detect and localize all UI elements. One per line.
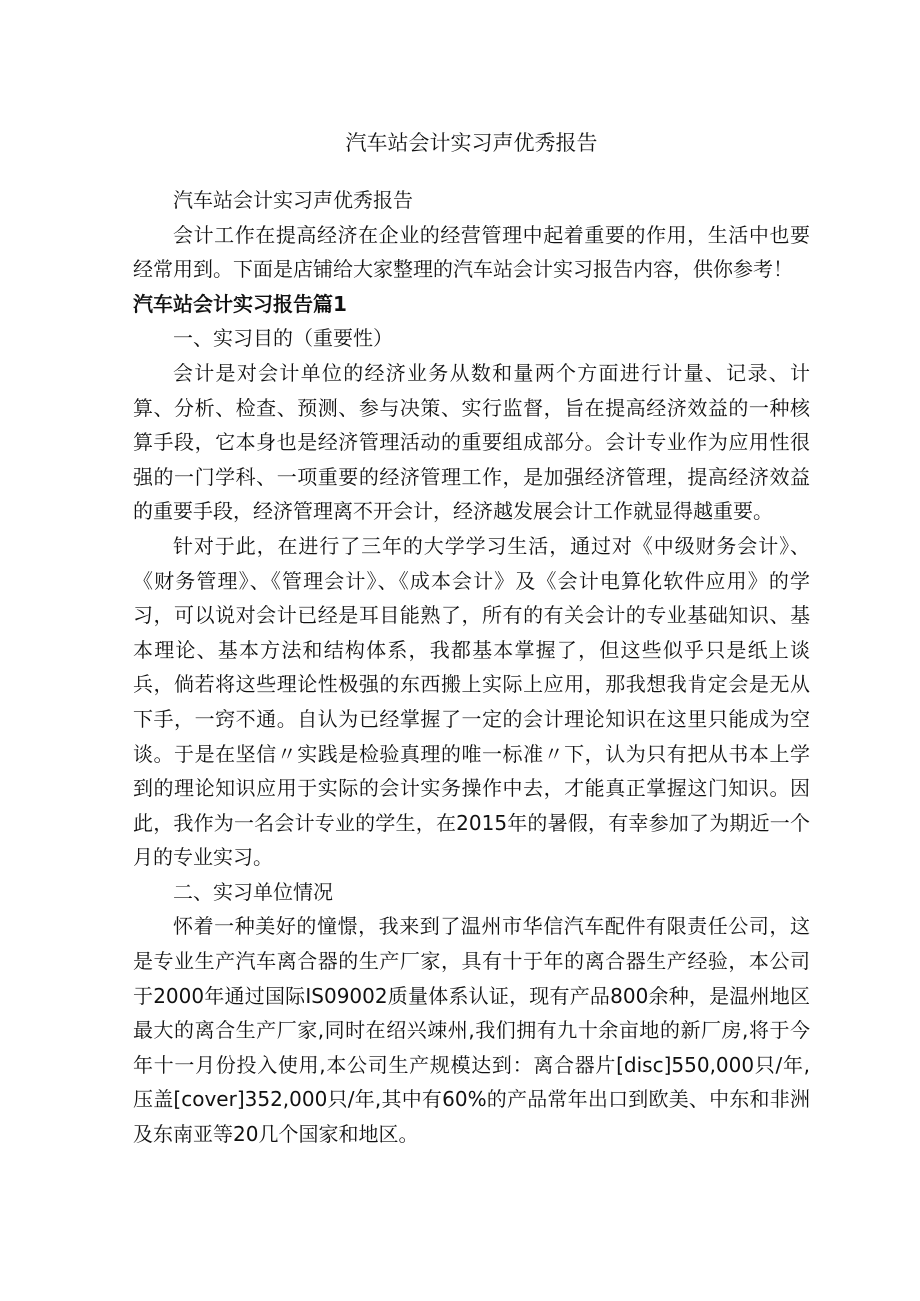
paragraph-subtitle: 汽车站会计实习声优秀报告 bbox=[173, 188, 413, 212]
section-heading: 汽车站会计实习报告篇1 bbox=[133, 291, 347, 316]
paragraph-study: 针对于此，在进行了三年的大学学习生活，通过对《中级财务会计》、《财务管理》、《管理会计》、《成本会计》及《会计电算化软件应用》的学习，可以说对会计已经是耳目能熟了，所有的有关会计的专业基础知识、基本理论、基本方法和结构体系，我都基本掌握了，但这些似乎只是纸上谈兵，倘若将这些理论性极强的东西搬上实际上应用，那我想我肯定会是无从下手，一窍不通。自认为已经掌握了一定的会计理论知识在这里只能成为空谈。于是在坚信〃实践是检验真理的唯一标准〃下，认为只有把从书本上学到的理论知识应用于实际的会计实务操作中去，才能真正掌握这门知识。因此，我作为一名会计专业的学生，在2015年的暑假，有幸参加了为期近一个月的专业实习。 bbox=[133, 533, 810, 870]
paragraph-purpose: 会计是对会计单位的经济业务从数和量两个方面进行计量、记录、计算、分析、检查、预测、参与决策、实行监督，旨在提高经济效益的一种核算手段，它本身也是经济管理活动的重要组成部分。会计专业作为应用性很强的一门学科、一项重要的经济管理工作，是加强经济管理，提高经济效益的重要手段，经济管理离不开会计，经济越发展会计工作就显得越重要。 bbox=[133, 360, 810, 524]
paragraph-unit: 怀着一种美好的憧憬，我来到了温州市华信汽车配件有限责任公司，这是专业生产汽车离合器的生产厂家，具有十于年的离合器生产经验，本公司于2000年通过国际IS09002质量体系认证，现有产品800余种，是温州地区最大的离合生产厂家,同时在绍兴竦州,我们拥有九十余亩地的新厂房,将于今年十一月份投入使用,本公司生产规模达到：离合器片[disc]550,000只/年,压盖[cover]352,000只/年,其中有60%的产品常年出口到欧美、中东和非洲及东南亚等20几个国家和地区。 bbox=[133, 914, 810, 1147]
paragraph-intro: 会计工作在提高经济在企业的经营管理中起着重要的作用，生活中也要经常用到。下面是店铺给大家整理的汽车站会计实习报告内容，供你参考！ bbox=[133, 222, 810, 282]
subheading-unit: 二、实习单位情况 bbox=[173, 879, 333, 904]
document-title: 汽车站会计实习声优秀报告 bbox=[345, 131, 598, 155]
subheading-purpose: 一、实习目的（重要性） bbox=[173, 326, 393, 351]
document-body bbox=[133, 183, 810, 1152]
